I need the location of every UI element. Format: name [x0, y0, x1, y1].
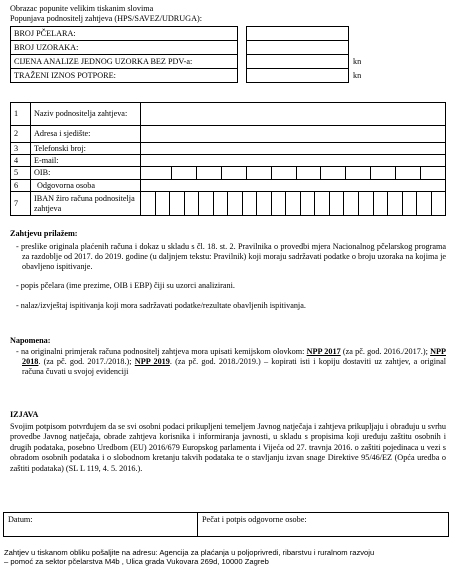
field-label: TRAŽENI IZNOS POTPORE:: [11, 69, 238, 83]
notes-section: [10, 336, 446, 376]
row-label: Telefonski broj:: [31, 143, 141, 155]
applicant-table: [10, 102, 446, 216]
row-label: Naziv podnositelja zahtjeva:: [31, 103, 141, 126]
attachment-item: - preslike originala plaćenih računa i dokaz u skladu s čl. 18. st. 2. Pravilnika o provedbi mjera Nacionalnog pčelarskog programa za razdoblje od 2017. do 2019. godine (u daljnjem tekstu: Pravilnik) koji moraju sadržavati podatke o broju uzoraka na kojima je obavljeno ispitivanje.: [16, 241, 446, 271]
form-instruction: Obrazac popunite velikim tiskanim slovima: [10, 4, 154, 13]
oib-input[interactable]: [141, 167, 446, 180]
stamp-signature-field[interactable]: [198, 513, 449, 537]
row-label: OIB:: [31, 167, 141, 180]
attachment-item: - nalaz/izvještaj ispitivanja koji mora sadržavati podatke/rezultate obavljenih ispitivanja.: [16, 301, 306, 311]
statement-text: Svojim potpisom potvrđujem da se svi osobni podaci prikupljeni temeljem Javnog natječaja i zahtjeva prikupljaju i obrađuju u svrhu provedbe Javnog natječaja, obrade zahtjeva korisnika i informiranja javnosti, u skladu s propisima koji uređuju zaštitu osobnih i drugih podataka, posebno Uredbom (EU) 2016/679 Europskog parlamenta i Vijeća od 27. travnja 2016. o zaštiti pojedinaca u vezi s obradom osobnih podataka i o slobodnom kretanju takvih podataka te o stavljanju izvan snage Direktive 95/46/EZ (Opća uredba o zaštiti podataka) (SL L 119, 4. 5. 2016.).: [10, 421, 446, 473]
footer-line: Zahtjev u tiskanom obliku pošaljite na adresu: Agencija za plaćanja u poljoprivredi, ribarstvu i ruralnom razvoju: [4, 548, 375, 557]
analysis-price-input[interactable]: [247, 55, 349, 69]
row-number: 2: [11, 126, 31, 143]
statement-section: [10, 410, 446, 474]
email-input[interactable]: [141, 155, 446, 167]
beekeepers-count-input[interactable]: [247, 27, 349, 41]
field-label: BROJ PČELARA:: [11, 27, 238, 41]
responsible-person-input[interactable]: [141, 180, 446, 192]
footer-line: – pomoć za sektor pčelarstva M4b , Ulica grada Vukovara 269d, 10000 Zagreb: [4, 557, 269, 567]
field-label: CIJENA ANALIZE JEDNOG UZORKA BEZ PDV-a:: [11, 55, 238, 69]
filled-by-line: Popunjava podnositelj zahtjeva (HPS/SAVEZ/UDRUGA):: [10, 14, 203, 23]
row-number: 4: [11, 155, 31, 167]
row-number: 3: [11, 143, 31, 155]
unit: [349, 27, 376, 41]
attachments-title: Zahtjevu prilažem:: [10, 229, 78, 238]
applicant-name-input[interactable]: [141, 103, 446, 126]
row-number: 7: [11, 192, 31, 216]
signature-table: [3, 512, 449, 537]
date-field[interactable]: [4, 513, 198, 537]
support-amount-input[interactable]: [247, 69, 349, 83]
field-label: BROJ UZORAKA:: [11, 41, 238, 55]
attachment-item: - popis pčelara (ime prezime, OIB i EBP) čiji su uzorci analizirani.: [16, 281, 235, 291]
unit: [349, 41, 376, 55]
unit: kn: [353, 56, 362, 66]
row-number: 1: [11, 103, 31, 126]
row-label: Adresa i sjedište:: [31, 126, 141, 143]
row-label: Odgovorna osoba: [31, 180, 141, 192]
attachments-section: [10, 229, 446, 311]
row-number: 6: [11, 180, 31, 192]
unit: kn: [353, 70, 362, 80]
notes-title: Napomena:: [10, 336, 51, 345]
date-label: Datum:: [8, 515, 33, 524]
row-label: IBAN žiro računa podnositelja zahtjeva: [31, 192, 141, 216]
stamp-label: Pečat i potpis odgovorne osobe:: [202, 515, 307, 524]
top-fields-table: [10, 26, 376, 83]
row-number: 5: [11, 167, 31, 180]
row-label: E-mail:: [31, 155, 141, 167]
phone-input[interactable]: [141, 143, 446, 155]
note-text: - na originalni primjerak računa podnositelj zahtjeva mora upisati kemijskom olovkom: NPP 2017 (za pč. god. 2016./2017.); NPP 2018. (za pč. god. 2017./2018.); NPP 2019. (za pč. god. 2018./2019.) – kopirati isti i kopiju dostaviti uz zahtjev, a original računa čuvati u svojoj evidenciji: [16, 346, 446, 376]
footer: [4, 548, 452, 566]
statement-title: IZJAVA: [10, 410, 39, 419]
iban-input[interactable]: [141, 192, 446, 216]
samples-count-input[interactable]: [247, 41, 349, 55]
address-input[interactable]: [141, 126, 446, 143]
